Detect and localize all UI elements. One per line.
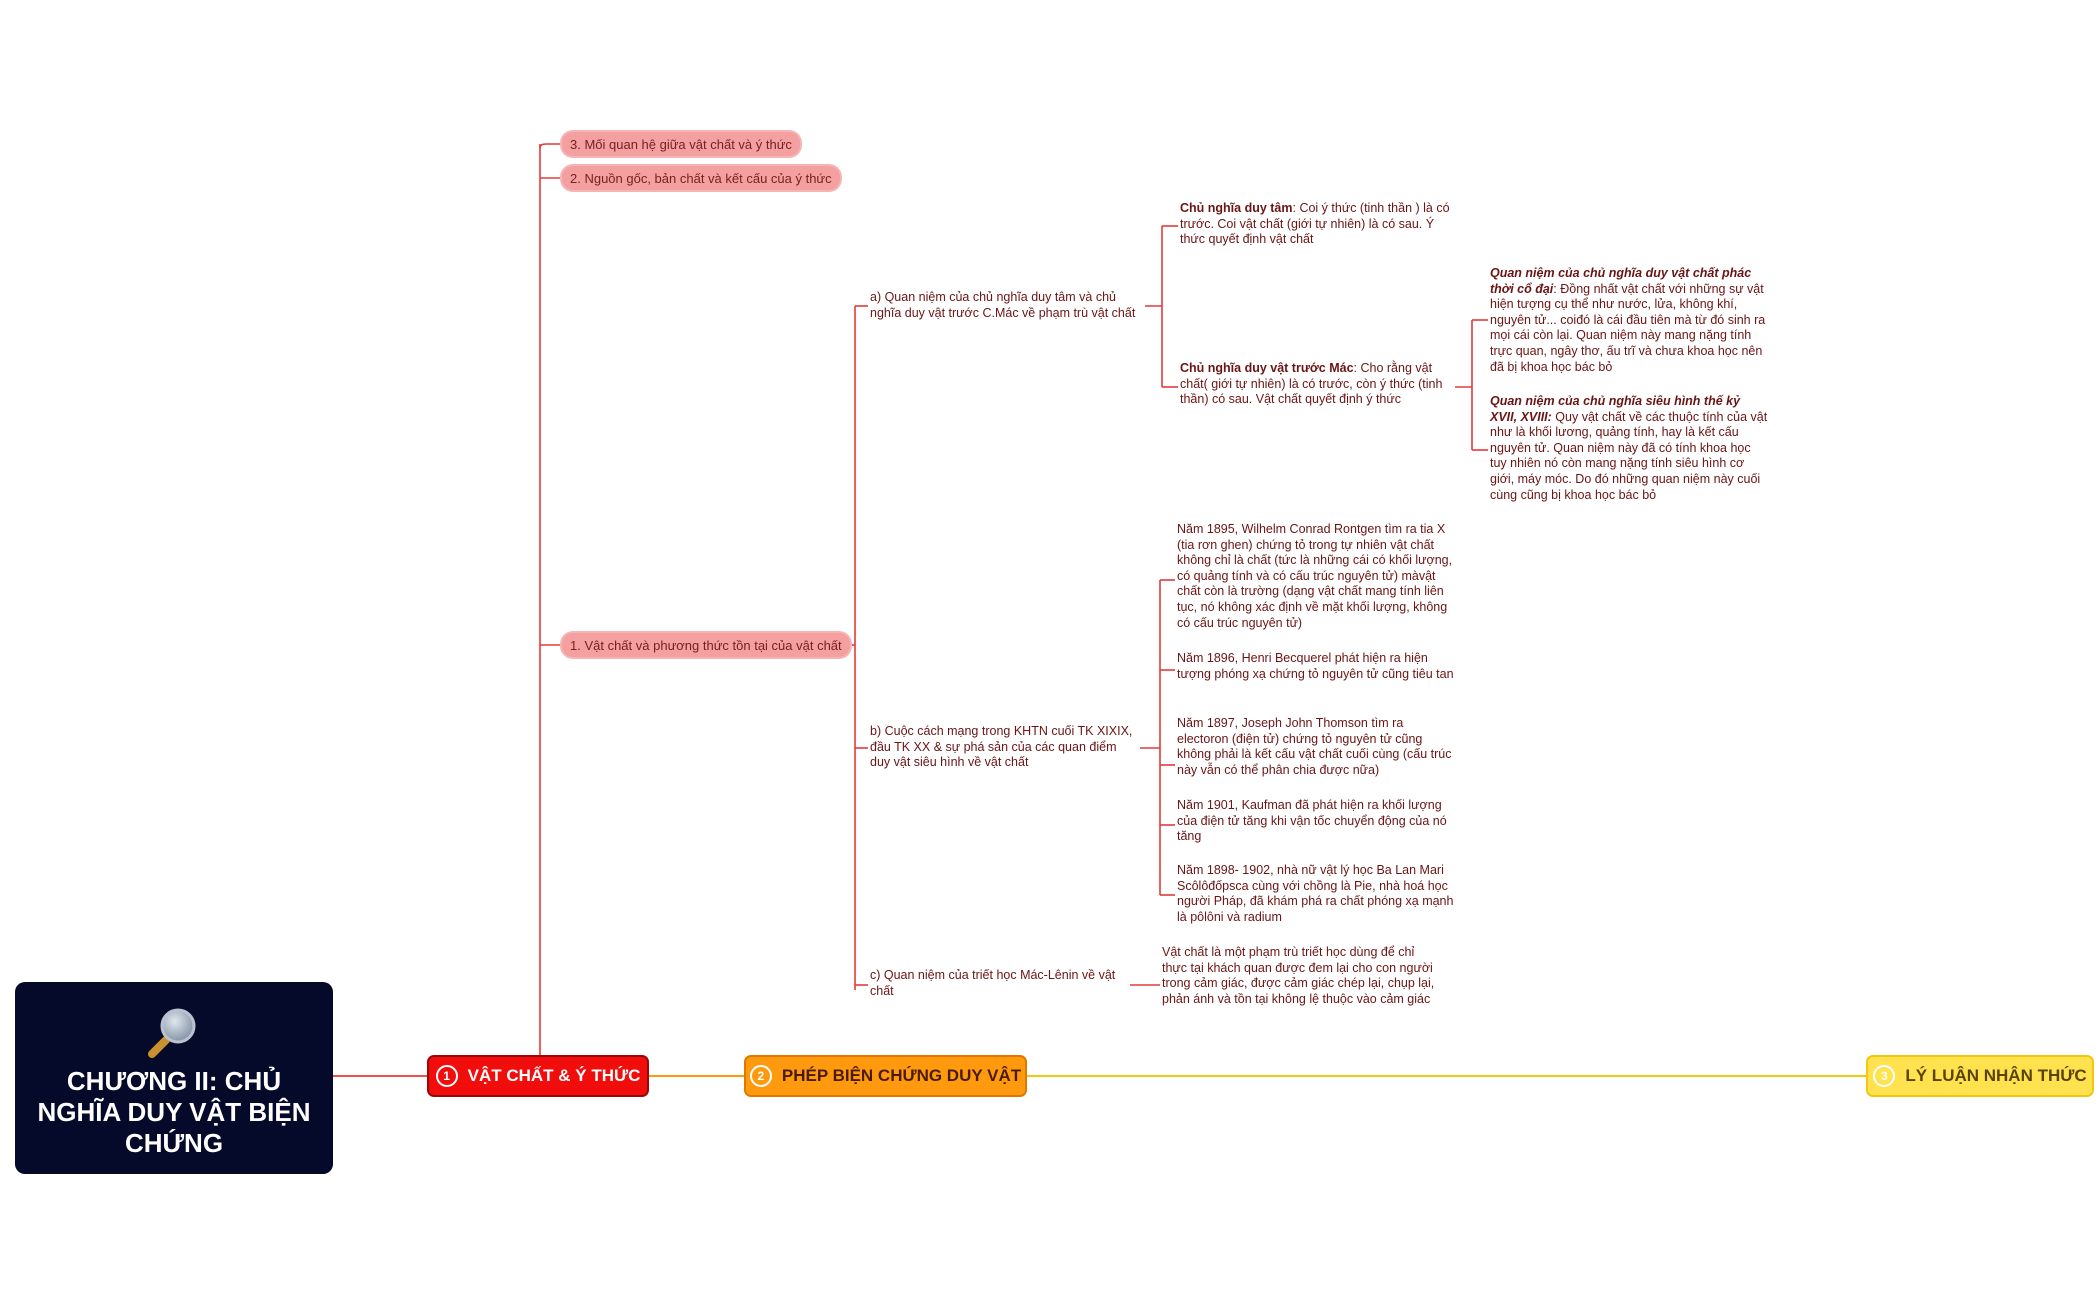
branch-a[interactable]: a) Quan niệm của chủ nghĩa duy tâm và chủ nghĩa duy vật trước C.Mác về phạm trù vật chất (870, 290, 1136, 320)
node-text: : Đồng nhất vật chất với những sự vật hiện tượng cụ thể như nước, lửa, không khí, nguyên tử... coiđó là cái đầu tiên mà từ đó sinh ra mọi cái còn lại. Quan niệm này mang nặng tính trực quan, ngây thơ, ấu trĩ và chưa khoa học nên đã bị khoa học bác bỏ (1490, 281, 1766, 374)
subtopic-vat-chat[interactable]: 1. Vật chất và phương thức tồn tại của vật chất (562, 633, 850, 657)
node-label: Quan niệm của chủ nghĩa duy vật chất phác thời cổ đại (1490, 266, 1752, 296)
node-label: Chủ nghĩa duy tâm (1180, 201, 1293, 215)
topic-number-badge: 1 (436, 1065, 458, 1087)
main-topic-ly-luan-nhan-thuc[interactable] (1866, 1055, 2094, 1097)
node-text: Quy vật chất về các thuộc tính của vật như là khối lương, quảng tính, hay là kết cấu nguyên tử. Quan niệm này đã có tính khoa học tuy nhiên nó còn mang nặng tính siêu hình cơ giới, máy móc. Do đó những quan niệm này cuối cùng cũng bị khoa học bác bỏ (1490, 409, 1768, 502)
node-kaufman[interactable]: Năm 1901, Kaufman đã phát hiện ra khối lượng của điện tử tăng khi vận tốc chuyển động của nó tăng (1177, 798, 1447, 844)
node-label: Quan niệm của chủ nghĩa siêu hình thế kỷ XVII, XVIII: (1490, 394, 1741, 424)
node-sieu-hinh[interactable] (1490, 394, 1770, 503)
node-rontgen[interactable]: Năm 1895, Wilhelm Conrad Rontgen tìm ra tia X (tia rơn ghen) chứng tỏ trong tự nhiên vật chất không chỉ là chất (tức là những cái có khối lượng, có quảng tính và có cấu trúc nguyên tử) màvật chất còn là trường (dạng vật chất mang tính liên tục, nó không xác định về mặt khối lượng, không có cấu trúc nguyên tử) (1177, 522, 1453, 630)
node-becquerel[interactable]: Năm 1896, Henri Becquerel phát hiện ra hiện tượng phóng xạ chứng tỏ nguyên tử cũng tiêu tan (1177, 651, 1454, 681)
node-duy-vat-truoc-mac[interactable] (1180, 361, 1460, 408)
main-topic-label: VẬT CHẤT & Ý THỨC (467, 1066, 641, 1085)
main-topic-label: PHÉP BIỆN CHỨNG DUY VẬT (781, 1066, 1022, 1085)
topic-number-badge: 2 (750, 1065, 772, 1087)
node-duy-tam[interactable] (1180, 201, 1460, 248)
main-topic-vat-chat-y-thuc[interactable] (427, 1055, 649, 1097)
connector-sub3 (540, 144, 560, 148)
node-text: : Coi ý thức (tinh thần ) là có trước. Coi vật chất (giới tự nhiên) là có sau. Ý thức quyết định vật chất (1180, 201, 1450, 247)
node-thomson[interactable]: Năm 1897, Joseph John Thomson tìm ra electoron (điện tử) chứng tỏ nguyên tử cũng không phải là kết cấu vật chất cuối cùng (cấu trúc này vẫn có thể phân chia được nữa) (1177, 716, 1452, 777)
magnifier-icon (144, 1002, 204, 1062)
main-topic-label: LÝ LUẬN NHẬN THỨC (1905, 1066, 2087, 1085)
topic-number-badge: 3 (1873, 1065, 1895, 1087)
central-topic[interactable] (15, 982, 333, 1174)
central-title: CHƯƠNG II: CHỦ NGHĨA DUY VẬT BIỆN CHỨNG (37, 1066, 311, 1158)
main-topic-phep-bien-chung[interactable] (744, 1055, 1027, 1097)
subtopic-nguon-goc-y-thuc[interactable]: 2. Nguồn gốc, bản chất và kết cấu của ý thức (562, 166, 840, 190)
node-text: : Cho rằng vật chất( giới tự nhiên) là có trước, còn ý thức (tinh thần) có sau. Vật chất quyết định ý thức (1180, 361, 1443, 407)
branch-c[interactable]: c) Quan niệm của triết học Mác-Lênin về vật chất (870, 968, 1116, 998)
node-curie[interactable]: Năm 1898- 1902, nhà nữ vật lý học Ba Lan Mari Scôlôđốpsca cùng với chồng là Pie, nhà hoá học người Pháp, đã khám phá ra chất phóng xạ mạnh là pôlôni và radium (1177, 863, 1454, 924)
node-label: Chủ nghĩa duy vật trước Mác (1180, 361, 1354, 375)
subtopic-moi-quan-he[interactable]: 3. Mối quan hệ giữa vật chất và ý thức (562, 132, 800, 156)
node-dinh-nghia-vat-chat[interactable]: Vật chất là một phạm trù triết học dùng để chỉ thực tại khách quan được đem lại cho con người trong cảm giác, được cảm giác chép lại, chụp lại, phản ánh và tồn tại không lệ thuộc vào cảm giác (1162, 945, 1435, 1006)
branch-b[interactable]: b) Cuộc cách mạng trong KHTN cuối TK XIXIX, đầu TK XX & sự phá sản của các quan điểm duy vật siêu hình về vật chất (870, 724, 1133, 770)
node-duy-vat-phac-thoi[interactable] (1490, 266, 1770, 375)
